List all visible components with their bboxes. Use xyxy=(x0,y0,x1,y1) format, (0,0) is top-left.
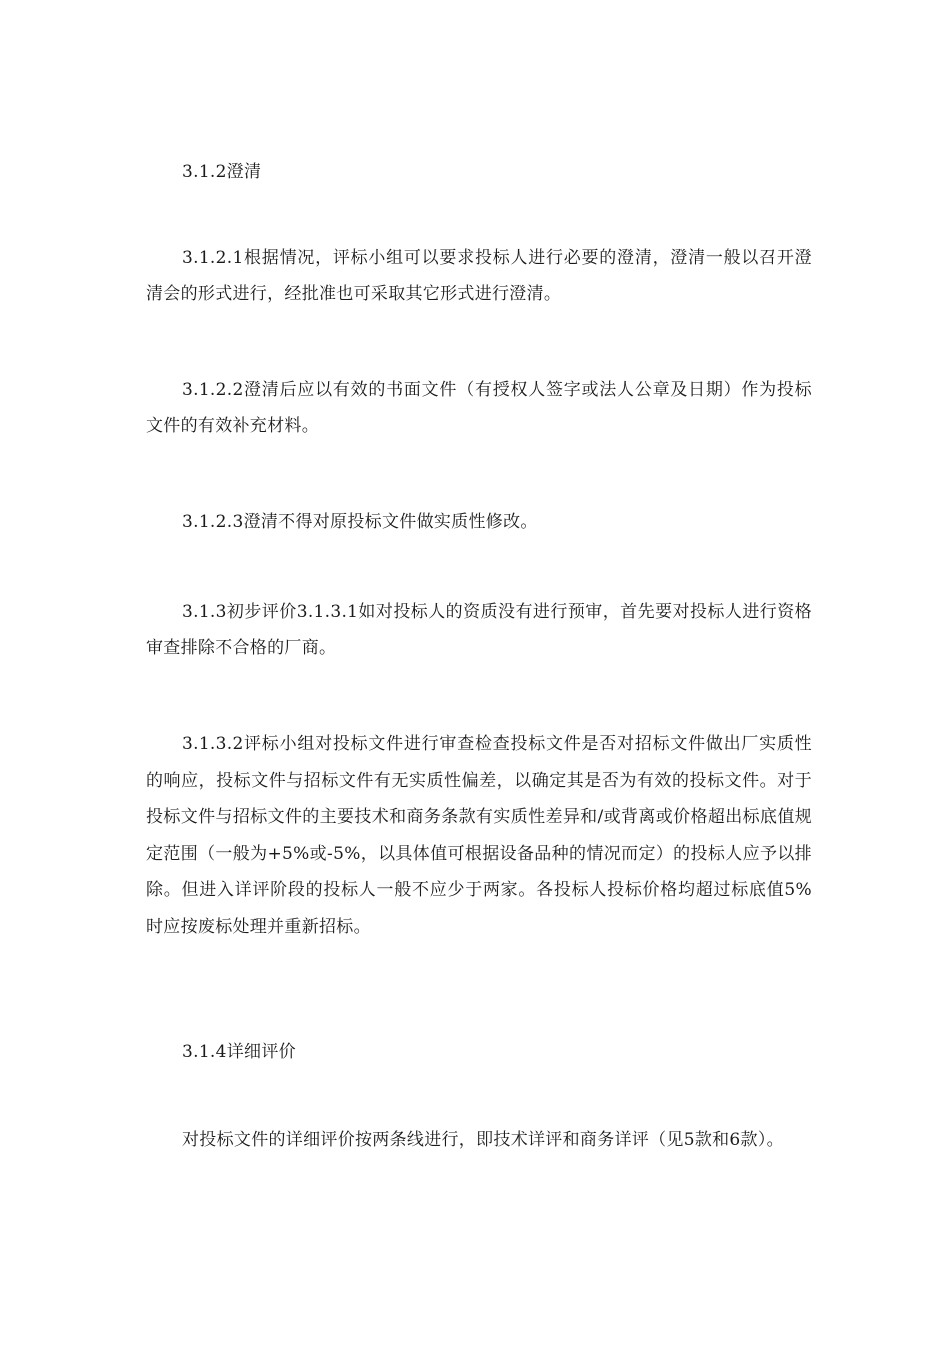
heading-3-1-4: 3.1.4详细评价 xyxy=(182,1042,296,1062)
paragraph-3-1-2-2: 3.1.2.2澄清后应以有效的书面文件（有授权人签字或法人公章及日期）作为投标文件的有效补充材料。 xyxy=(146,380,812,436)
paragraph-3-1-2-3: 3.1.2.3澄清不得对原投标文件做实质性修改。 xyxy=(182,512,538,532)
paragraph-3-1-2-1: 3.1.2.1根据情况，评标小组可以要求投标人进行必要的澄清，澄清一般以召开澄清会的形式进行，经批准也可采取其它形式进行澄清。 xyxy=(146,248,812,304)
heading-3-1-2: 3.1.2澄清 xyxy=(182,162,262,182)
paragraph-3-1-3: 3.1.3初步评价3.1.3.1如对投标人的资质没有进行预审，首先要对投标人进行资格审查排除不合格的厂商。 xyxy=(146,602,812,658)
paragraph-3-1-3-2: 3.1.3.2评标小组对投标文件进行审查检查投标文件是否对招标文件做出厂实质性的响应，投标文件与招标文件有无实质性偏差，以确定其是否为有效的投标文件。对于投标文件与招标文件的主要技术和商务条款有实质性差异和/或背离或价格超出标底值规定范围（一般为+5%或-5%，以具体值可根据设备品种的情况而定）的投标人应予以排除。但进入详评阶段的投标人一般不应少于两家。各投标人投标价格均超过标底值5%时应按废标处理并重新招标。 xyxy=(146,734,812,937)
paragraph-detailed-evaluation: 对投标文件的详细评价按两条线进行，即技术详评和商务详评（见5款和6款）。 xyxy=(182,1130,784,1150)
